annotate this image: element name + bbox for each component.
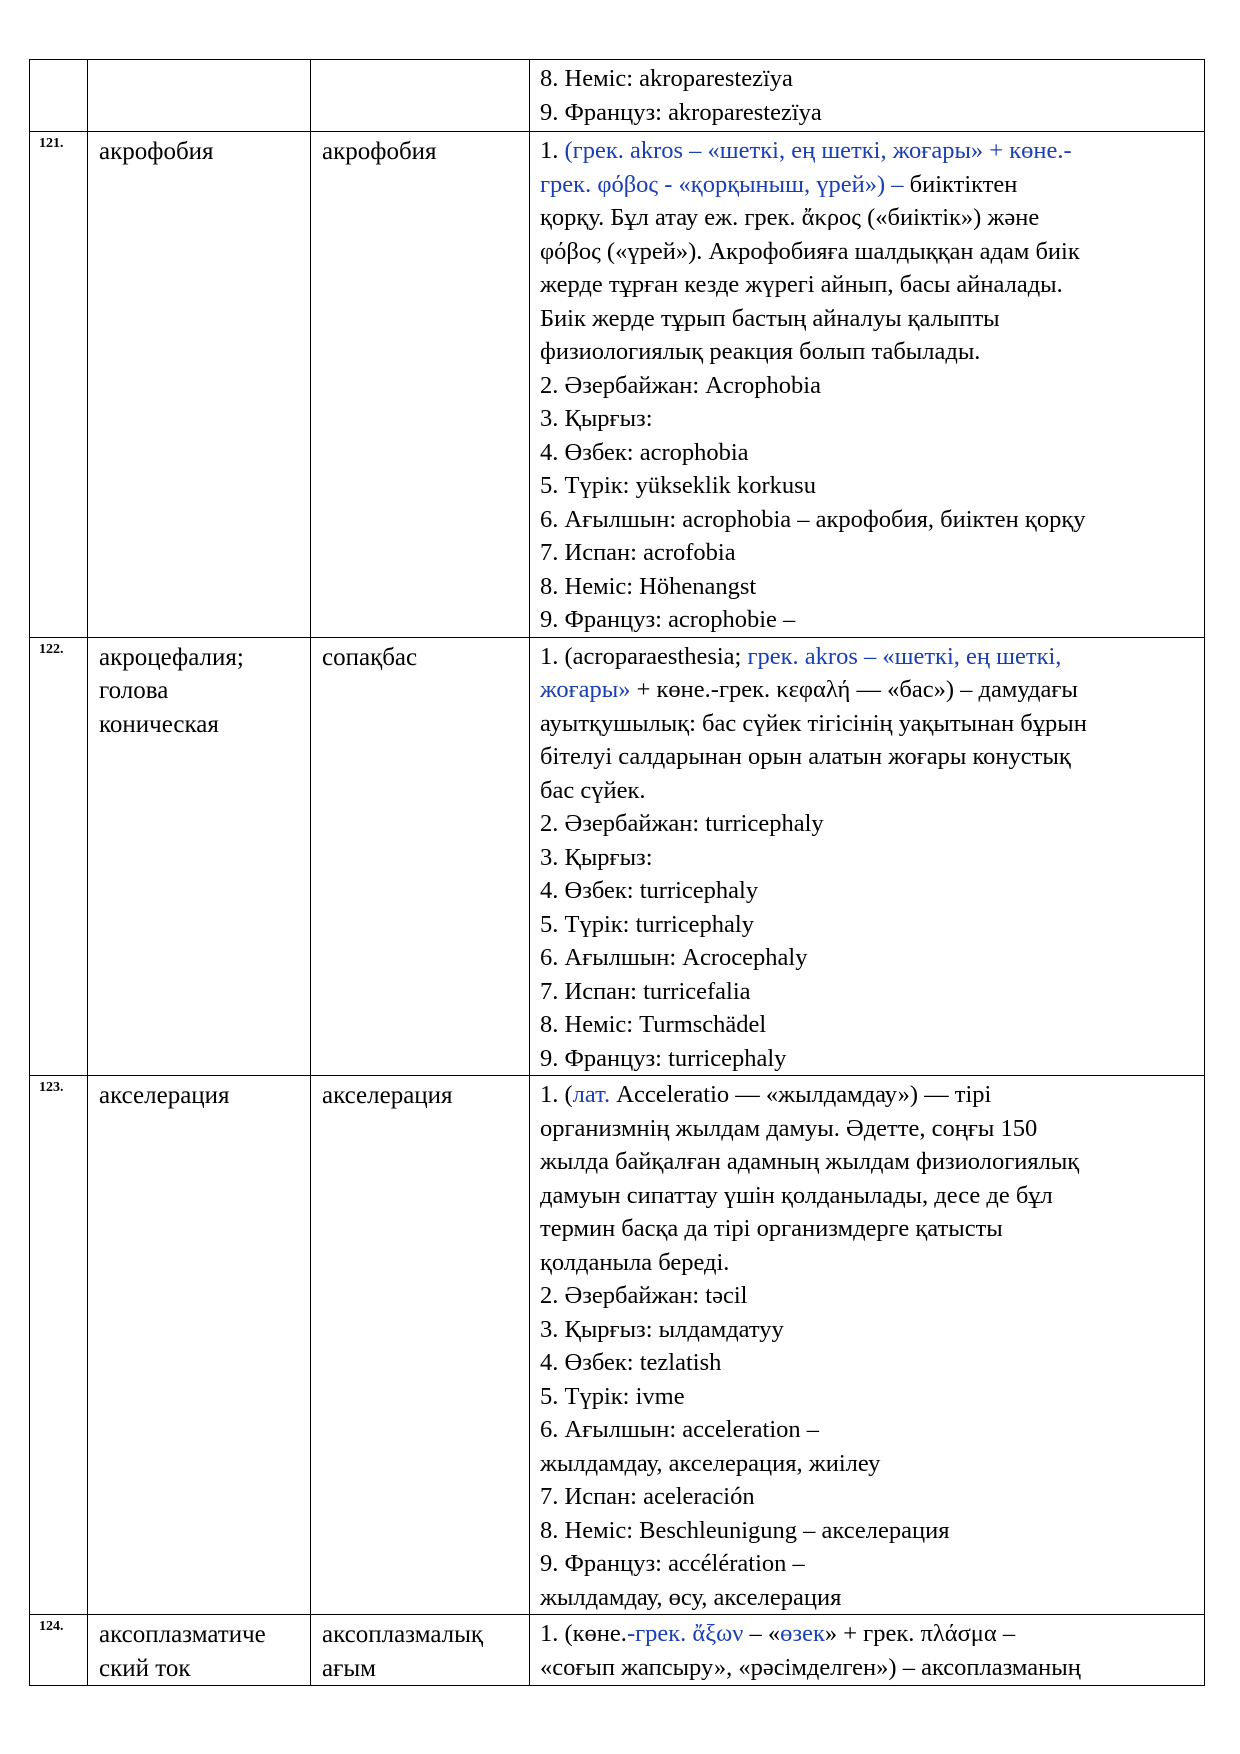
russian-term-line: акселерация <box>99 1082 230 1109</box>
definition-text: ауытқушылық: бас сүйек тігісінің уақытынан бұрын <box>540 709 1087 737</box>
kazakh-term <box>311 132 530 638</box>
definition-text: 9. Француз: accélération – <box>540 1550 805 1577</box>
kazakh-term <box>311 1076 530 1615</box>
definition-line <box>540 1651 1196 1685</box>
entry-number <box>30 132 88 638</box>
table-row <box>30 1615 1205 1686</box>
definition-line <box>540 570 1196 604</box>
etymology-text: өзек <box>780 1620 825 1647</box>
definition-text: – « <box>743 1620 781 1647</box>
definition <box>530 637 1205 1076</box>
definition-text: 5. Түрік: turricephaly <box>540 910 754 938</box>
definition-line <box>540 841 1196 875</box>
definition <box>530 60 1205 132</box>
definition-line <box>540 503 1196 537</box>
russian-term <box>88 60 311 132</box>
definition-text: Биік жерде тұрып бастың айналуы қалыпты <box>540 304 1000 332</box>
definition-line <box>540 62 1196 96</box>
kazakh-term <box>311 60 530 132</box>
definition-line <box>540 168 1196 202</box>
definition-line <box>540 469 1196 503</box>
definition-line <box>540 96 1196 130</box>
definition-line <box>540 908 1196 942</box>
definition-text: 1. (acroparaesthesia; <box>540 642 748 670</box>
kazakh-term-line: аксоплазмалық <box>322 1621 484 1648</box>
definition-text: 3. Қырғыз: ылдамдатуу <box>540 1315 784 1343</box>
table-row <box>30 60 1205 132</box>
definition-text: 9. Француз: acrophobie – <box>540 606 796 633</box>
definition-line <box>540 335 1196 369</box>
definition-text: бас сүйек. <box>540 776 646 804</box>
definition-text: 8. Неміс: Höhenangst <box>540 572 757 600</box>
definition-text: 2. Әзербайжан: Acrophobia <box>540 371 821 399</box>
definition-text: 6. Ағылшын: Acrocephaly <box>540 944 808 971</box>
definition-line <box>540 707 1196 741</box>
definition-text: + көне.-грек. κεφαλή — «бас») – дамудағы <box>630 676 1078 703</box>
definition-text: жылда байқалған адамның жылдам физиологиялық <box>540 1148 1080 1175</box>
definition-line <box>540 1179 1196 1213</box>
definition-line <box>540 740 1196 774</box>
definition-line <box>540 941 1196 975</box>
definition-line <box>540 603 1196 637</box>
definition-line <box>540 1617 1196 1651</box>
russian-term-line: ский ток <box>99 1654 191 1682</box>
definition-text: 4. Өзбек: tezlatish <box>540 1349 722 1376</box>
etymology-text: жоғары» <box>540 676 631 703</box>
russian-term-line: коническая <box>99 710 219 738</box>
definition-text: 5. Түрік: ivme <box>540 1382 685 1410</box>
definition-text: жерде тұрған кезде жүрегі айнып, басы айналады. <box>540 271 1063 298</box>
entry-number <box>30 60 88 132</box>
definition <box>530 1615 1205 1686</box>
russian-term-line: голова <box>99 677 169 704</box>
etymology-text: лат. <box>572 1081 611 1108</box>
russian-term <box>88 1076 311 1615</box>
definition-line <box>540 1279 1196 1313</box>
definition-text: 8. Неміс: Beschleunigung – акселерация <box>540 1516 950 1544</box>
definition-text: 3. Қырғыз: <box>540 405 653 432</box>
definition-text: 3. Қырғыз: <box>540 843 653 871</box>
table-row <box>30 132 1205 638</box>
definition-text: 2. Әзербайжан: turricephaly <box>540 810 824 837</box>
definition-text: 6. Ағылшын: acrophobia – акрофобия, биіктен қорқу <box>540 505 1086 533</box>
definition-line <box>540 975 1196 1009</box>
entry-number-text: 122. <box>39 641 64 657</box>
definition-text: дамуын сипаттау үшін қолданылады, десе де бұл <box>540 1181 1053 1209</box>
kazakh-term-line: ағым <box>322 1654 376 1682</box>
etymology-text: -грек. ἄξων <box>626 1620 744 1647</box>
kazakh-term-line: акселерация <box>322 1082 453 1109</box>
kazakh-term <box>311 1615 530 1686</box>
definition-line <box>540 1078 1196 1112</box>
definition-text: биіктіктен <box>909 170 1018 198</box>
definition-text: 1. <box>540 137 565 164</box>
definition-line <box>540 774 1196 808</box>
definition-line <box>540 369 1196 403</box>
russian-term <box>88 637 311 1076</box>
definition-line <box>540 1581 1196 1615</box>
definition-line <box>540 673 1196 707</box>
entry-number-text: 121. <box>39 136 64 151</box>
definition <box>530 132 1205 638</box>
definition-text: 4. Өзбек: turricephaly <box>540 877 759 904</box>
definition-text: Acceleratio — «жылдамдау») — тірі <box>610 1081 992 1108</box>
definition-line <box>540 402 1196 436</box>
definition-line <box>540 1514 1196 1548</box>
definition-line <box>540 1008 1196 1042</box>
definition-text: 6. Ағылшын: acceleration – <box>540 1416 819 1443</box>
definition-line <box>540 1042 1196 1076</box>
definition-text: 8. Неміс: akroparestezïya <box>540 65 793 92</box>
definition-line <box>540 640 1196 674</box>
definition-text: 4. Өзбек: acrophobia <box>540 438 749 466</box>
definition-line <box>540 1145 1196 1179</box>
entry-number <box>30 637 88 1076</box>
kazakh-term-line: сопақбас <box>322 643 418 671</box>
definition-text: 5. Түрік: yükseklik korkusu <box>540 472 816 499</box>
definition-text: 9. Француз: turricephaly <box>540 1044 787 1072</box>
entry-number-text: 123. <box>39 1080 64 1095</box>
definition-text: термин басқа да тірі организмдерге қатысты <box>540 1215 1003 1242</box>
definition <box>530 1076 1205 1615</box>
definition-text: физиологиялық реакция болып табылады. <box>540 338 981 365</box>
table-row <box>30 1076 1205 1615</box>
etymology-text: грек. φόβος - «қорқыныш, үрей») – <box>540 170 910 198</box>
definition-line <box>540 268 1196 302</box>
definition-line <box>540 1112 1196 1146</box>
definition-text: » + грек. πλάσμα – <box>824 1620 1016 1647</box>
definition-text: бітелуі салдарынан орын алатын жоғары конустық <box>540 743 1071 770</box>
definition-text: φόβος («үрей»). Акрофобияға шалдыққан адам биік <box>540 237 1080 265</box>
definition-text: организмнің жылдам дамуы. Әдетте, соңғы 150 <box>540 1114 1038 1142</box>
definition-text: 1. (көне. <box>540 1620 627 1647</box>
definition-line <box>540 1547 1196 1581</box>
definition-line <box>540 436 1196 470</box>
definition-line <box>540 1212 1196 1246</box>
etymology-text: (грек. akros – «шеткі, ең шеткі, жоғары» + көне.- <box>564 137 1072 164</box>
definition-text: 7. Испан: turricefalia <box>540 977 751 1005</box>
definition-text: «соғып жапсыру», «рәсімделген») – аксоплазманың <box>540 1653 1081 1681</box>
russian-term <box>88 132 311 638</box>
table-row <box>30 637 1205 1076</box>
definition-line <box>540 1447 1196 1481</box>
table-body <box>30 60 1205 1686</box>
entry-number <box>30 1615 88 1686</box>
definition-text: 7. Испан: acrofobia <box>540 539 736 566</box>
definition-line <box>540 134 1196 168</box>
definition-text: 7. Испан: aceleración <box>540 1483 755 1510</box>
definition-line <box>540 536 1196 570</box>
definition-text: қолданыла береді. <box>540 1248 730 1276</box>
etymology-text: грек. akros – «шеткі, ең шеткі, <box>747 642 1062 670</box>
definition-text: жылдамдау, өсу, акселерация <box>540 1583 842 1611</box>
kazakh-term-line: акрофобия <box>322 138 437 165</box>
definition-text: 9. Француз: akroparestezïya <box>540 98 822 126</box>
definition-line <box>540 1346 1196 1380</box>
russian-term <box>88 1615 311 1686</box>
definition-line <box>540 201 1196 235</box>
definition-line <box>540 807 1196 841</box>
kazakh-term <box>311 637 530 1076</box>
definition-text: 1. ( <box>540 1081 573 1108</box>
definition-line <box>540 874 1196 908</box>
russian-term-line: аксоплазматиче <box>99 1621 266 1648</box>
russian-term-line: акрофобия <box>99 138 214 165</box>
definition-text: 8. Неміс: Turmschädel <box>540 1011 767 1038</box>
terminology-table <box>29 59 1205 1686</box>
definition-text: жылдамдау, акселерация, жиілеу <box>540 1449 881 1477</box>
definition-line <box>540 235 1196 269</box>
definition-line <box>540 1246 1196 1280</box>
russian-term-line: акроцефалия; <box>99 643 244 671</box>
definition-line <box>540 302 1196 336</box>
definition-line <box>540 1313 1196 1347</box>
entry-number-text: 124. <box>39 1619 64 1634</box>
definition-line <box>540 1413 1196 1447</box>
definition-text: қорқу. Бұл атау еж. грек. ἄκρος («биіктік») және <box>540 204 1040 231</box>
definition-text: 2. Әзербайжан: təcil <box>540 1282 748 1309</box>
definition-line <box>540 1480 1196 1514</box>
entry-number <box>30 1076 88 1615</box>
definition-line <box>540 1380 1196 1414</box>
